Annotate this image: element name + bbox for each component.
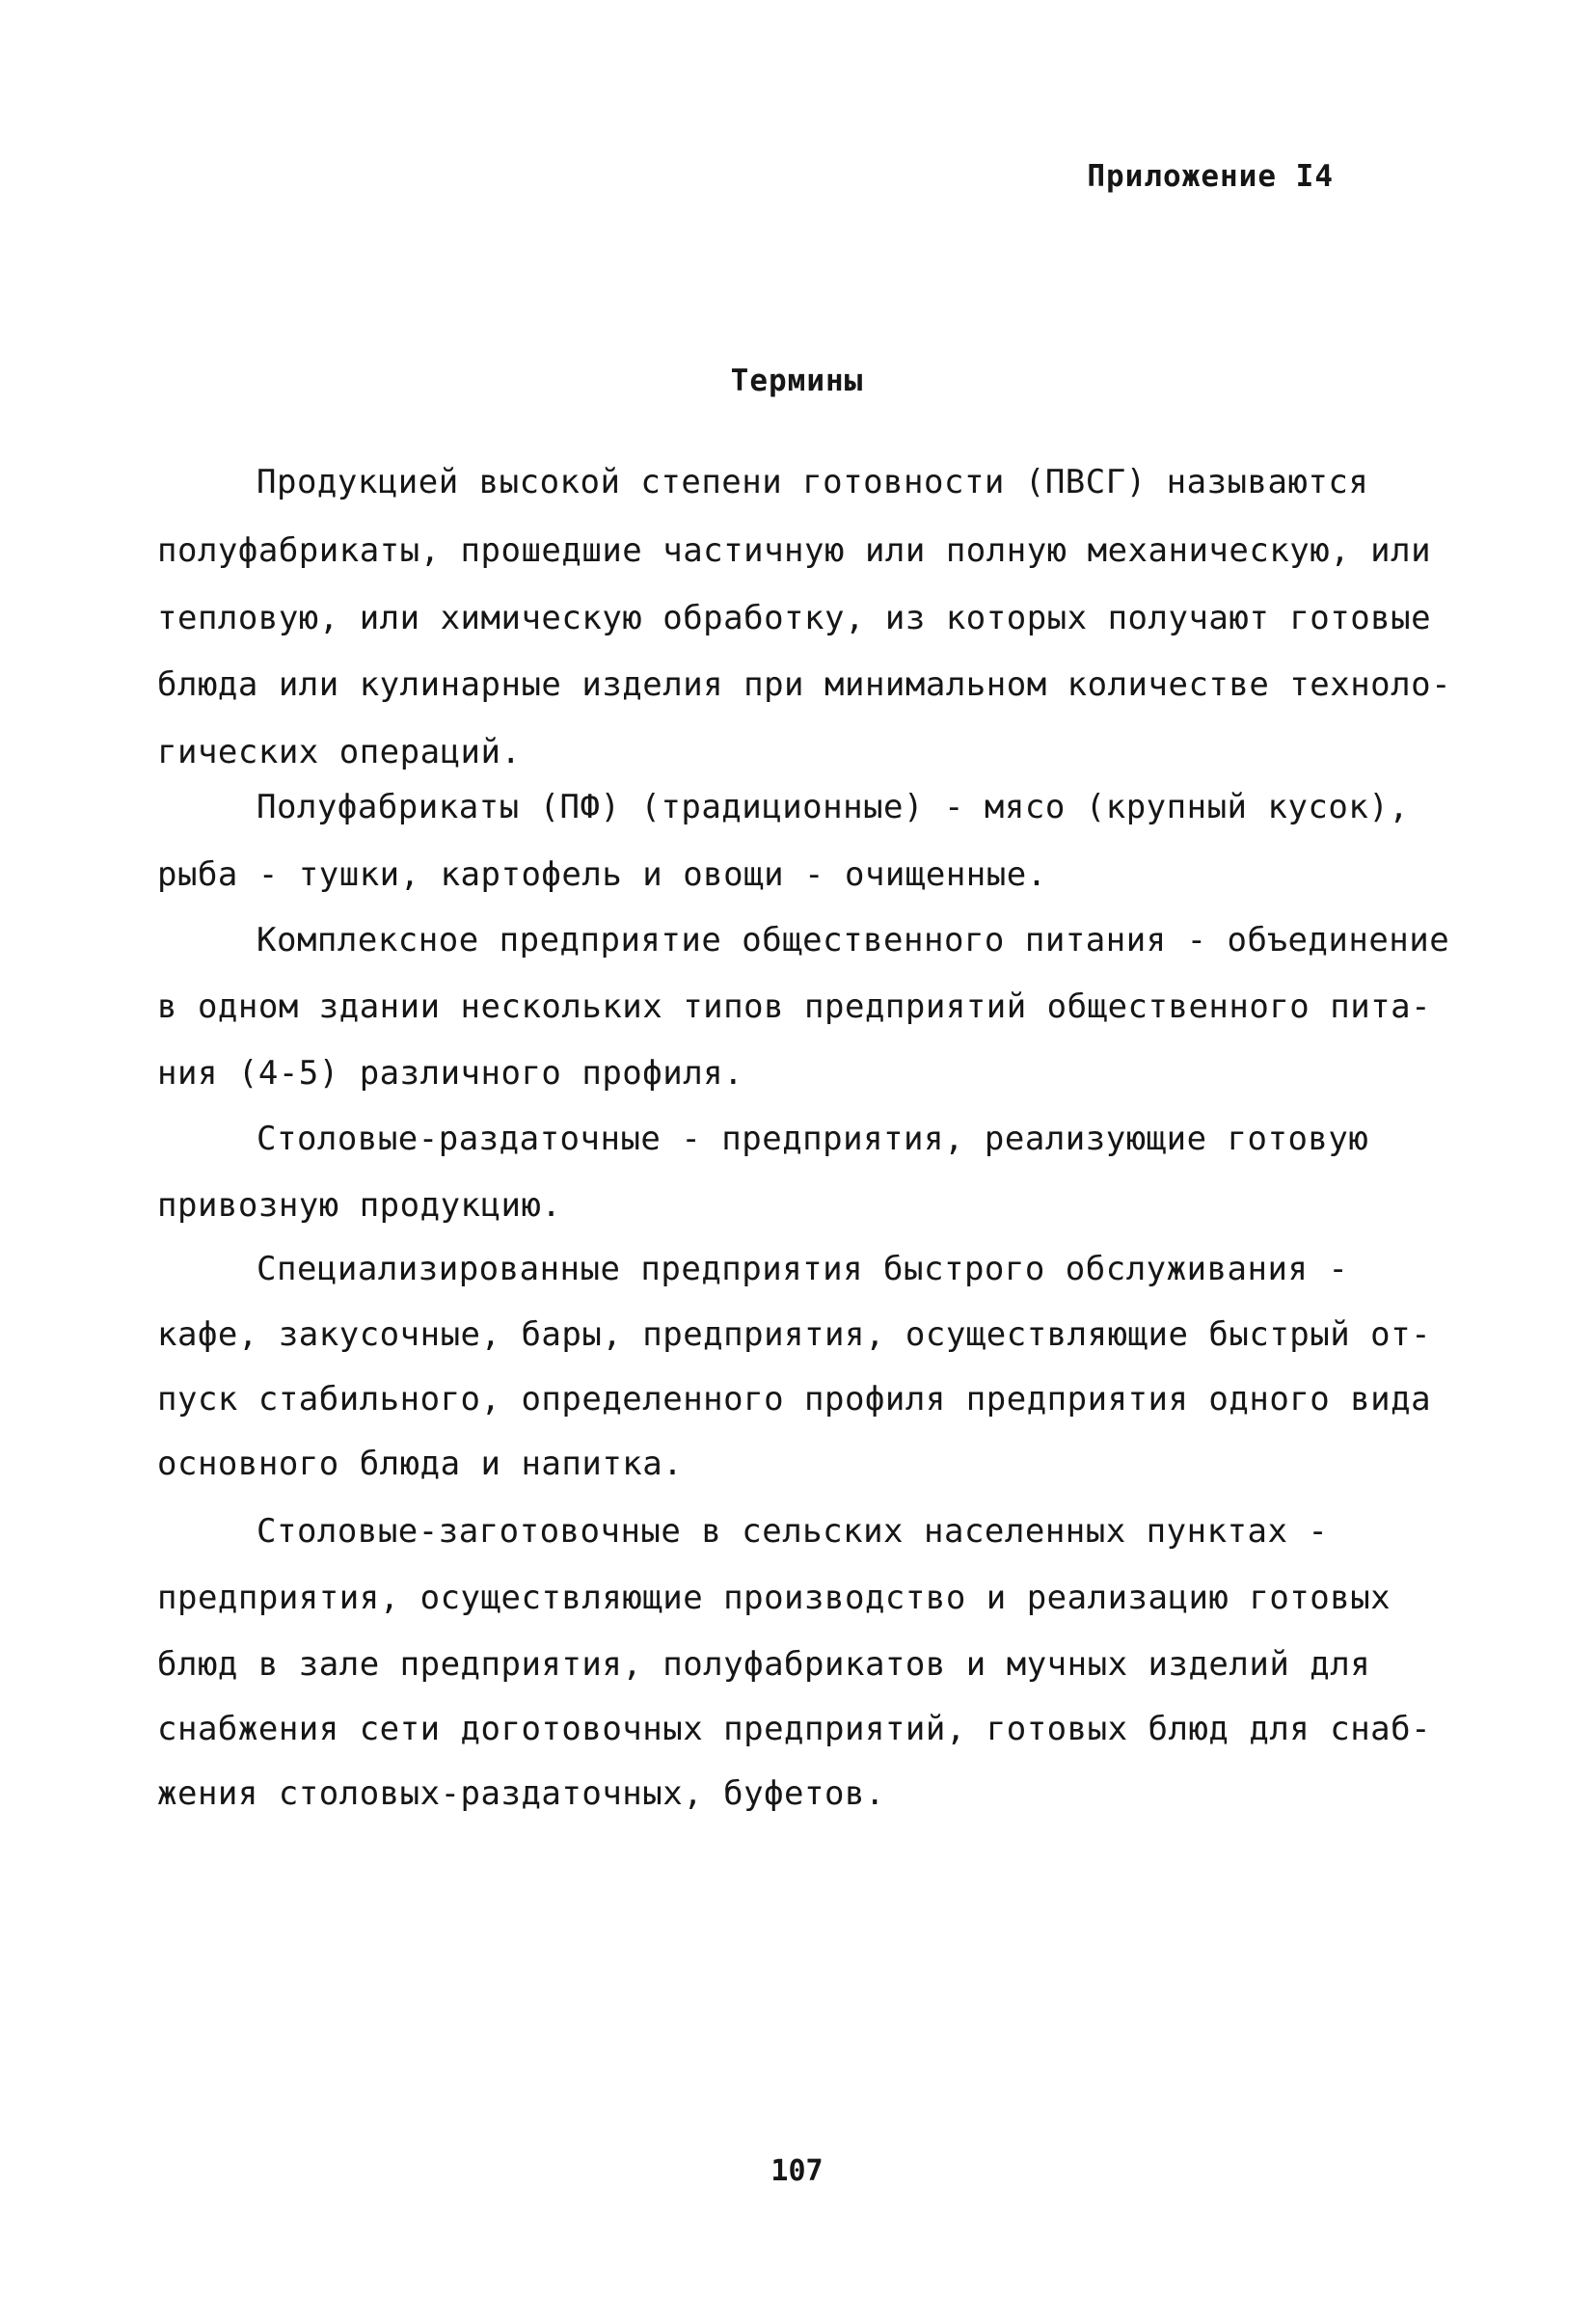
- text-line: рыба - тушки, картофель и овощи - очищенные.: [157, 855, 1047, 894]
- text-line: Полуфабрикаты (ПФ) (традиционные) - мясо (крупный кусок),: [257, 788, 1410, 826]
- text-line: Специализированные предприятия быстрого обслуживания -: [257, 1250, 1349, 1288]
- text-line: Комплексное предприятие общественного питания - объединение: [257, 921, 1450, 959]
- text-line: пуск стабильного, определенного профиля предприятия одного вида: [157, 1380, 1432, 1419]
- text-line: привозную продукцию.: [157, 1186, 562, 1225]
- text-line: Продукцией высокой степени готовности (ПВСГ) называются: [257, 463, 1369, 501]
- text-line: предприятия, осуществляющие производство и реализацию готовых: [157, 1579, 1391, 1617]
- appendix-label: Приложение I4: [1087, 159, 1334, 194]
- text-line: основного блюда и напитка.: [157, 1445, 684, 1483]
- text-line: блюда или кулинарные изделия при минимальном количестве техноло-: [157, 665, 1452, 704]
- text-line: Столовые-заготовочные в сельских населенных пунктах -: [257, 1512, 1329, 1551]
- text-line: ния (4-5) различного профиля.: [157, 1054, 744, 1093]
- text-line: блюд в зале предприятия, полуфабрикатов и мучных изделий для: [157, 1645, 1371, 1684]
- text-line: в одном здании нескольких типов предприятий общественного пита-: [157, 987, 1432, 1026]
- text-line: гических операций.: [157, 733, 522, 771]
- text-line: Столовые-раздаточные - предприятия, реализующие готовую: [257, 1120, 1369, 1158]
- text-line: кафе, закусочные, бары, предприятия, осуществляющие быстрый от-: [157, 1315, 1432, 1354]
- page-title: Термины: [730, 364, 864, 398]
- text-line: жения столовых-раздаточных, буфетов.: [157, 1774, 885, 1813]
- page-number: 107: [770, 2154, 824, 2188]
- text-line: снабжения сети доготовочных предприятий, готовых блюд для снаб-: [157, 1710, 1432, 1748]
- text-line: тепловую, или химическую обработку, из которых получают готовые: [157, 599, 1432, 637]
- text-line: полуфабрикаты, прошедшие частичную или полную механическую, или: [157, 531, 1432, 570]
